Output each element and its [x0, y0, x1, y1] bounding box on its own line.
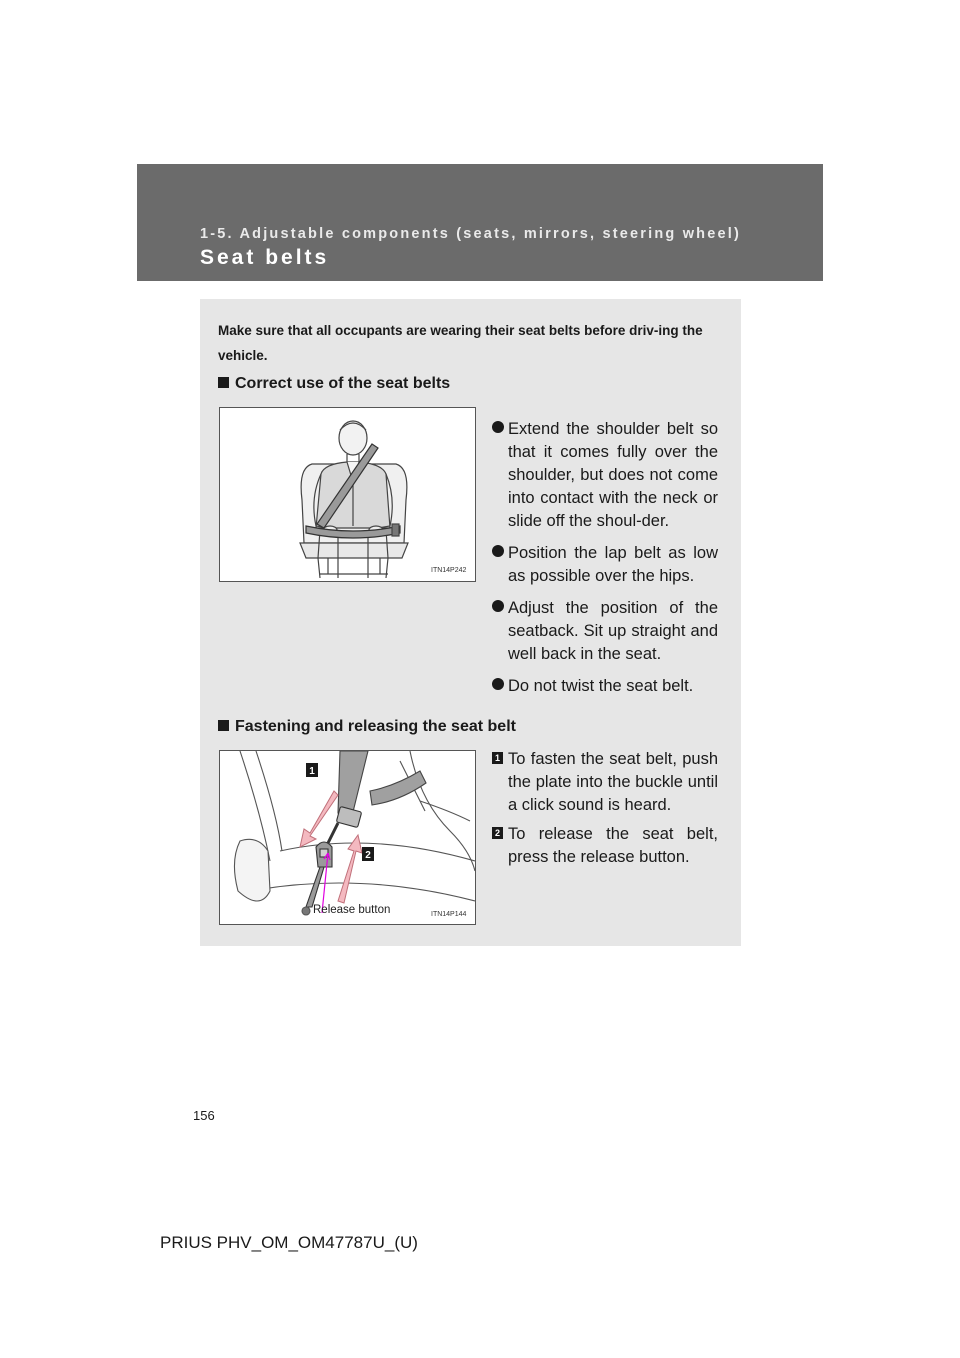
- figure-code-1: ITN14P242: [431, 567, 467, 574]
- bullet-dot-icon: [492, 545, 504, 557]
- step-item: [492, 748, 718, 817]
- bullet-item: Extend the shoulder belt so that it comes fully over the shoulder, but does not come into contact with the neck or slide off the shoul-der.: [492, 418, 718, 533]
- occupant-illustration: [220, 408, 475, 581]
- intro-text: Make sure that all occupants are wearing their seat belts before driv-ing the vehicle.: [218, 323, 703, 363]
- buckle-figure: [219, 750, 476, 925]
- bullet-item: Do not twist the seat belt.: [492, 675, 718, 698]
- subheading-text: Correct use of the seat belts: [235, 375, 451, 392]
- svg-text:1: 1: [309, 766, 315, 777]
- bullet-dot-icon: [492, 678, 504, 690]
- page-title: Seat belts: [200, 246, 330, 269]
- subheading-fastening: [218, 718, 516, 736]
- section-label: 1-5. Adjustable components (seats, mirrors, steering wheel): [200, 226, 742, 242]
- step-number-badge: 1: [492, 752, 503, 764]
- step-item: [492, 823, 718, 869]
- bullet-item: Adjust the position of the seatback. Sit up straight and well back in the seat.: [492, 597, 718, 666]
- buckle-illustration: [220, 751, 475, 924]
- bullet-dot-icon: [492, 600, 504, 612]
- bullet-dot-icon: [492, 421, 504, 433]
- manual-code: PRIUS PHV_OM_OM47787U_(U): [160, 1233, 418, 1252]
- page-number: 156: [193, 1108, 215, 1123]
- seated-occupant-figure: [219, 407, 476, 582]
- section-header: [137, 164, 823, 281]
- square-bullet-icon: [218, 720, 229, 731]
- svg-text:2: 2: [365, 850, 371, 861]
- square-bullet-icon: [218, 377, 229, 388]
- step-number-badge: 2: [492, 827, 503, 839]
- step-text: To release the seat belt, press the release button.: [508, 825, 718, 866]
- step-list: [492, 748, 718, 875]
- subheading-correct-use: [218, 375, 450, 393]
- step-text: To fasten the seat belt, push the plate into the buckle until a click sound is heard.: [508, 750, 718, 814]
- figure-code-2: ITN14P144: [431, 911, 467, 918]
- subheading-text: Fastening and releasing the seat belt: [235, 718, 516, 735]
- bullet-list: [492, 418, 718, 707]
- release-button-callout: Release button: [313, 904, 391, 916]
- bullet-item: Position the lap belt as low as possible over the hips.: [492, 542, 718, 588]
